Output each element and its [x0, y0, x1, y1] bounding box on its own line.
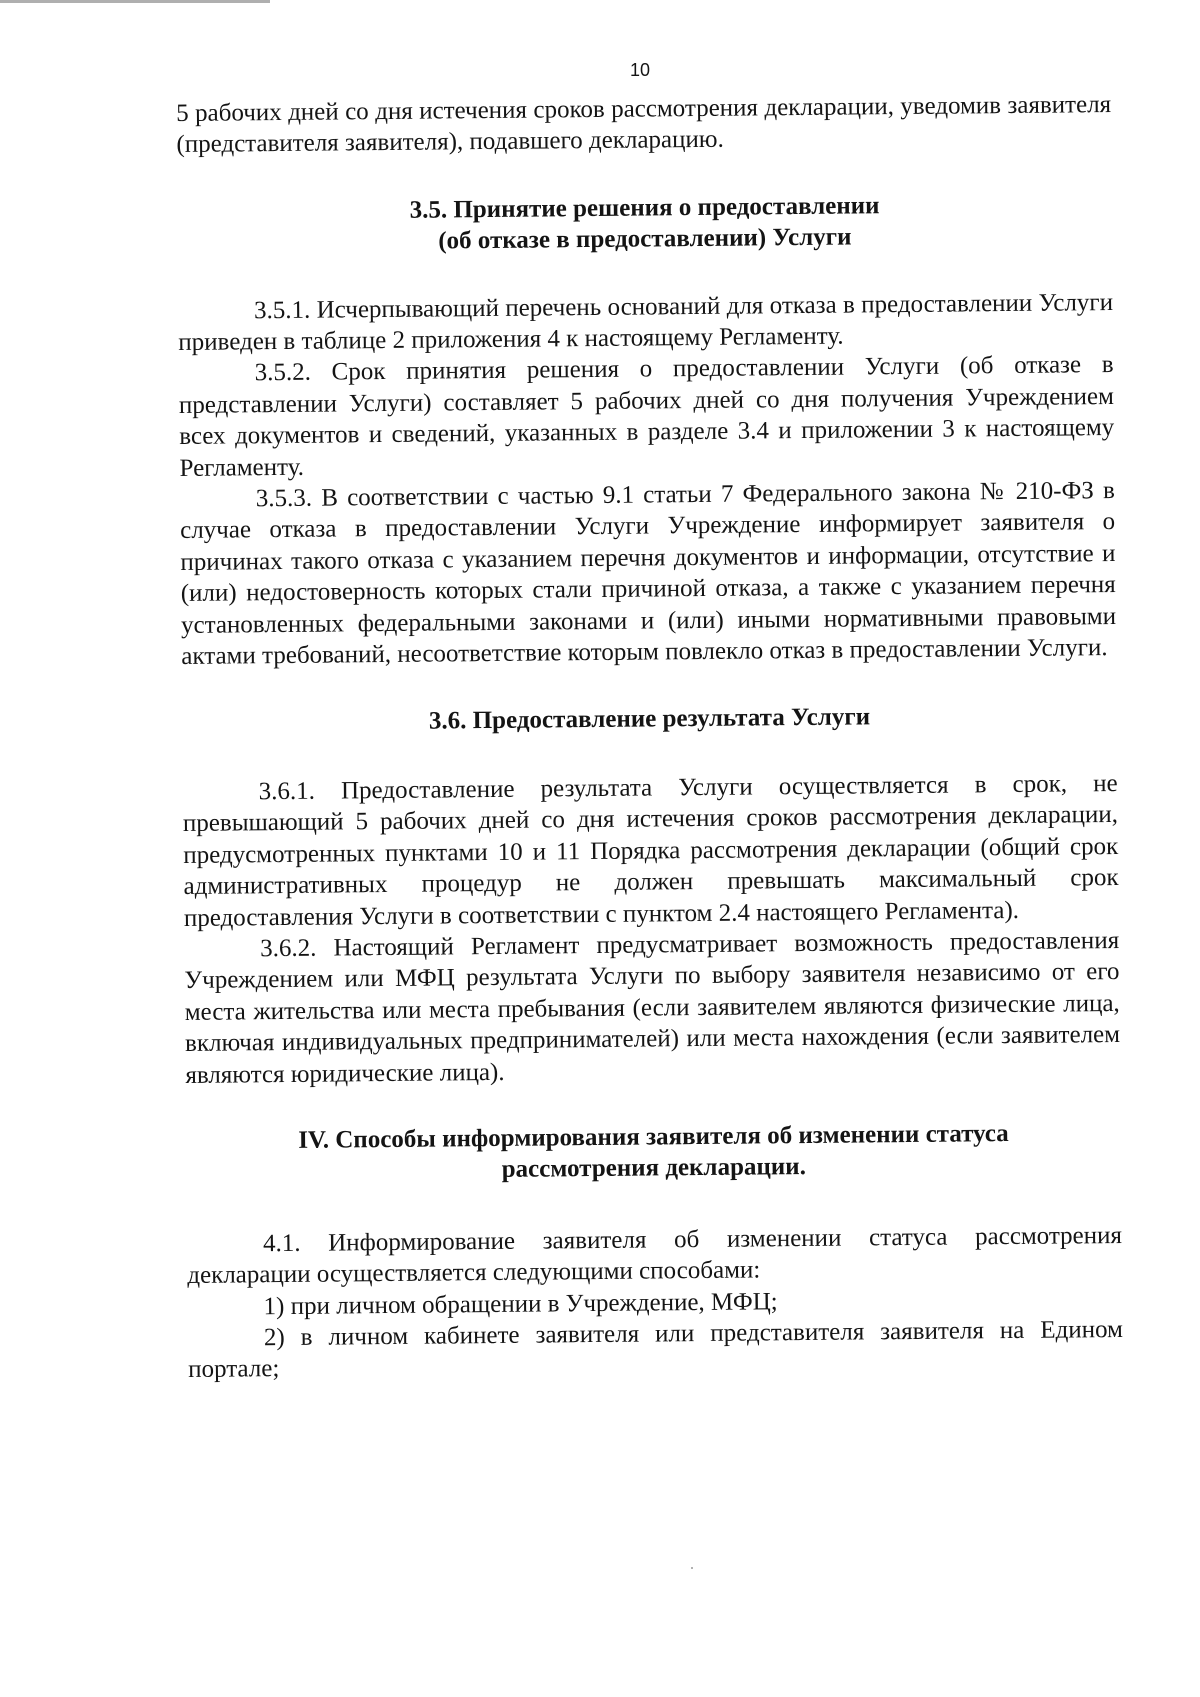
page-number: 10 — [629, 60, 651, 80]
document-body — [176, 89, 1123, 1386]
section-4-heading-line2: рассмотрения декларации. — [501, 1153, 807, 1184]
section-3-5-heading-line2: (об отказе в предоставлении) Услуги — [438, 223, 852, 255]
section-4-heading-line1: IV. Способы информирования заявителя об изменении статуса — [298, 1120, 1009, 1154]
list-item-1: 1) при личном обращении в Учреждение, МФЦ; — [263, 1287, 778, 1320]
paragraph-4-1: 4.1. Информирование заявителя об изменении статуса рассмотрения декларации осуществляется следующими способами: — [187, 1221, 1123, 1290]
paragraph-3-6-2: 3.6.2. Настоящий Регламент предусматривает возможность предоставления Учреждением или МФЦ результата Услуги по выбору заявителя независимо от его места жительства или места пребывания (если заявителем являются физические лица, включая индивидуальных предпринимателей) или места нахождения (если заявителем являются юридические лица). — [184, 926, 1121, 1089]
section-3-5-heading-line1: 3.5. Принятие решения о предоставлении — [409, 192, 880, 224]
paragraph-3-5-3: 3.5.3. В соответствии с частью 9.1 статьи 7 Федерального закона № 210-ФЗ в случае отказа в предоставлении Услуги Учреждение информирует заявителя о причинах такого отказа с указанием перечня документов и информации, отсутствие и (или) недостоверность которых стали причиной отказа, а также с указанием перечня установленных федеральными законами и (или) иными нормативными правовыми актами требований, несоответствие которым повлекло отказ в предоставлении Услуги. — [180, 477, 1117, 671]
list-item-2: 2) в личном кабинете заявителя или представителя заявителя на Едином портале; — [188, 1315, 1123, 1384]
scan-speck — [691, 1567, 693, 1569]
section-3-6-heading: 3.6. Предоставление результата Услуги — [428, 702, 871, 735]
intro-paragraph: 5 рабочих дней со дня истечения сроков рассмотрения декларации, уведомив заявителя (представителя заявителя), подавшего декларацию. — [176, 91, 1112, 159]
paragraph-3-5-1: 3.5.1. Исчерпывающий перечень оснований для отказа в предоставлении Услуги приведен в таблице 2 приложения 4 к настоящему Регламенту. — [178, 288, 1114, 357]
scan-edge-mark — [0, 0, 270, 3]
paragraph-3-6-1: 3.6.1. Предоставление результата Услуги осуществляется в срок, не превышающий 5 рабочих дней со дня истечения сроков рассмотрения декларации, предусмотренных пунктами 10 и 11 Порядка рассмотрения декларации (общий срок административных процедур не должен превышать максимальный срок предоставления Услуги в соответствии с пунктом 2.4 настоящего Регламента). — [182, 769, 1119, 932]
paragraph-3-5-2: 3.5.2. Срок принятия решения о предоставлении Услуги (об отказе в представлении Услуги) составляет 5 рабочих дней со дня получения Учреждением всех документов и сведений, указанных в разделе 3.4 и приложении 3 к настоящему Регламенту. — [178, 351, 1115, 482]
section-3-5-heading — [177, 188, 1113, 260]
section-4-heading — [186, 1117, 1122, 1189]
